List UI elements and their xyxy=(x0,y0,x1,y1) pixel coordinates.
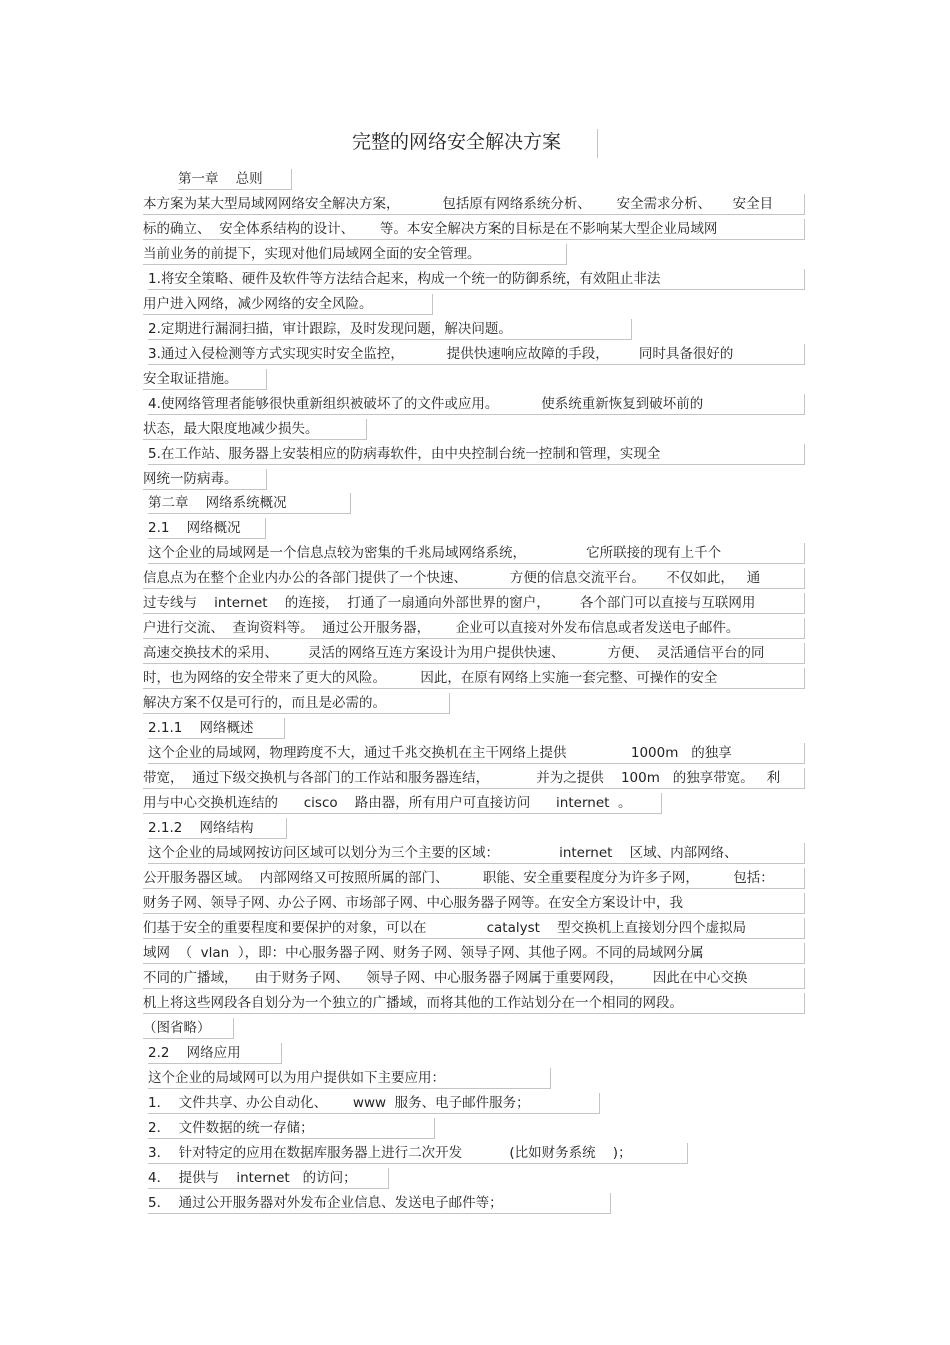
body-line: 2.1.2 网络结构 xyxy=(148,818,287,839)
body-line: 户进行交流、 查询资料等。 通过公开服务器， 企业可以直接对外发布信息或者发送电子邮件。 xyxy=(143,618,805,639)
body-line: 2.1 网络概况 xyxy=(148,518,266,539)
body-line: 5． 通过公开服务器对外发布企业信息、发送电子邮件等； xyxy=(148,1193,611,1214)
body-line: 用与中心交换机连结的 cisco 路由器，所有用户可直接访问 internet 。 xyxy=(143,793,662,814)
body-line: 1． 文件共享、办公自动化、 www 服务、电子邮件服务； xyxy=(148,1093,600,1114)
body-line: 当前业务的前提下，实现对他们局域网全面的安全管理。 xyxy=(143,244,567,265)
body-line: 4． 提供与 internet 的访问； xyxy=(148,1168,389,1189)
body-line: 3． 针对特定的应用在数据库服务器上进行二次开发 (比如财务系统 )； xyxy=(148,1143,688,1164)
body-line: 2.定期进行漏洞扫描，审计跟踪，及时发现问题，解决问题。 xyxy=(148,319,632,340)
body-line: 过专线与 internet 的连接， 打通了一扇通向外部世界的窗户， 各个部门可以直接与互联网用 xyxy=(143,593,805,614)
body-line: 这个企业的局域网可以为用户提供如下主要应用： xyxy=(148,1068,551,1089)
body-line: 标的确立、 安全体系结构的设计、 等。本安全解决方案的目标是在不影响某大型企业局域网 xyxy=(143,219,805,240)
body-line: 5.在工作站、服务器上安装相应的防病毒软件，由中央控制台统一控制和管理，实现全 xyxy=(148,444,805,465)
body-line: 安全取证措施。 xyxy=(143,369,267,390)
body-line: 网统一防病毒。 xyxy=(143,469,267,490)
body-line: 2． 文件数据的统一存储； xyxy=(148,1118,435,1139)
body-line: 公开服务器区域。 内部网络又可按照所属的部门、 职能、安全重要程度分为许多子网， 包括： xyxy=(143,868,805,889)
body-line: 2.2 网络应用 xyxy=(148,1043,282,1064)
body-line: 带宽， 通过下级交换机与各部门的工作站和服务器连结， 并为之提供 100m 的独享带宽。 利 xyxy=(143,768,805,789)
body-line: 用户进入网络，减少网络的安全风险。 xyxy=(143,294,433,315)
body-line: 域网 （ vlan ），即：中心服务器子网、财务子网、领导子网、其他子网。不同的局域网分属 xyxy=(143,943,805,964)
body-line: 本方案为某大型局域网网络安全解决方案， 包括原有网络系统分析、 安全需求分析、 安全目 xyxy=(143,194,805,215)
body-line: 机上将这些网段各自划分为一个独立的广播域，而将其他的工作站划分在一个相同的网段。 xyxy=(143,993,805,1014)
body-line: 解决方案不仅是可行的，而且是必需的。 xyxy=(143,693,450,714)
body-line: 们基于安全的重要程度和要保护的对象，可以在 catalyst 型交换机上直接划分四个虚拟局 xyxy=(143,918,805,939)
body-line: 第二章 网络系统概况 xyxy=(148,493,351,514)
body-line: 信息点为在整个企业内办公的各部门提供了一个快速、 方便的信息交流平台。 不仅如此， 通 xyxy=(143,568,805,589)
body-line: 高速交换技术的采用、 灵活的网络互连方案设计为用户提供快速、 方便、 灵活通信平台的同 xyxy=(143,643,805,664)
body-line: 财务子网、领导子网、办公子网、市场部子网、中心服务器子网等。在安全方案设计中，我 xyxy=(143,893,805,914)
body-line: 第一章 总则 xyxy=(178,169,292,190)
body-line: （图省略） xyxy=(143,1018,234,1039)
body-line: 3.通过入侵检测等方式实现实时安全监控， 提供快速响应故障的手段， 同时具备很好的 xyxy=(148,344,805,365)
body-line: 状态，最大限度地减少损失。 xyxy=(143,419,367,440)
body-line: 这个企业的局域网是一个信息点较为密集的千兆局域网络系统， 它所联接的现有上千个 xyxy=(148,543,805,564)
body-line: 4.使网络管理者能够很快重新组织被破坏了的文件或应用。 使系统重新恢复到破坏前的 xyxy=(148,394,805,415)
body-line: 2.1.1 网络概述 xyxy=(148,718,285,739)
body-line: 这个企业的局域网按访问区域可以划分为三个主要的区域： internet 区域、内部网络、 xyxy=(148,843,805,864)
document-title: 完整的网络安全解决方案 xyxy=(352,129,598,158)
body-line: 这个企业的局域网，物理跨度不大，通过千兆交换机在主干网络上提供 1000m 的独享 xyxy=(148,743,805,764)
body-line: 不同的广播域， 由于财务子网、 领导子网、中心服务器子网属于重要网段， 因此在中心交换 xyxy=(143,968,805,989)
body-line: 1.将安全策略、硬件及软件等方法结合起来，构成一个统一的防御系统，有效阻止非法 xyxy=(148,269,805,290)
body-line: 时，也为网络的安全带来了更大的风险。 因此，在原有网络上实施一套完整、可操作的安全 xyxy=(143,668,805,689)
